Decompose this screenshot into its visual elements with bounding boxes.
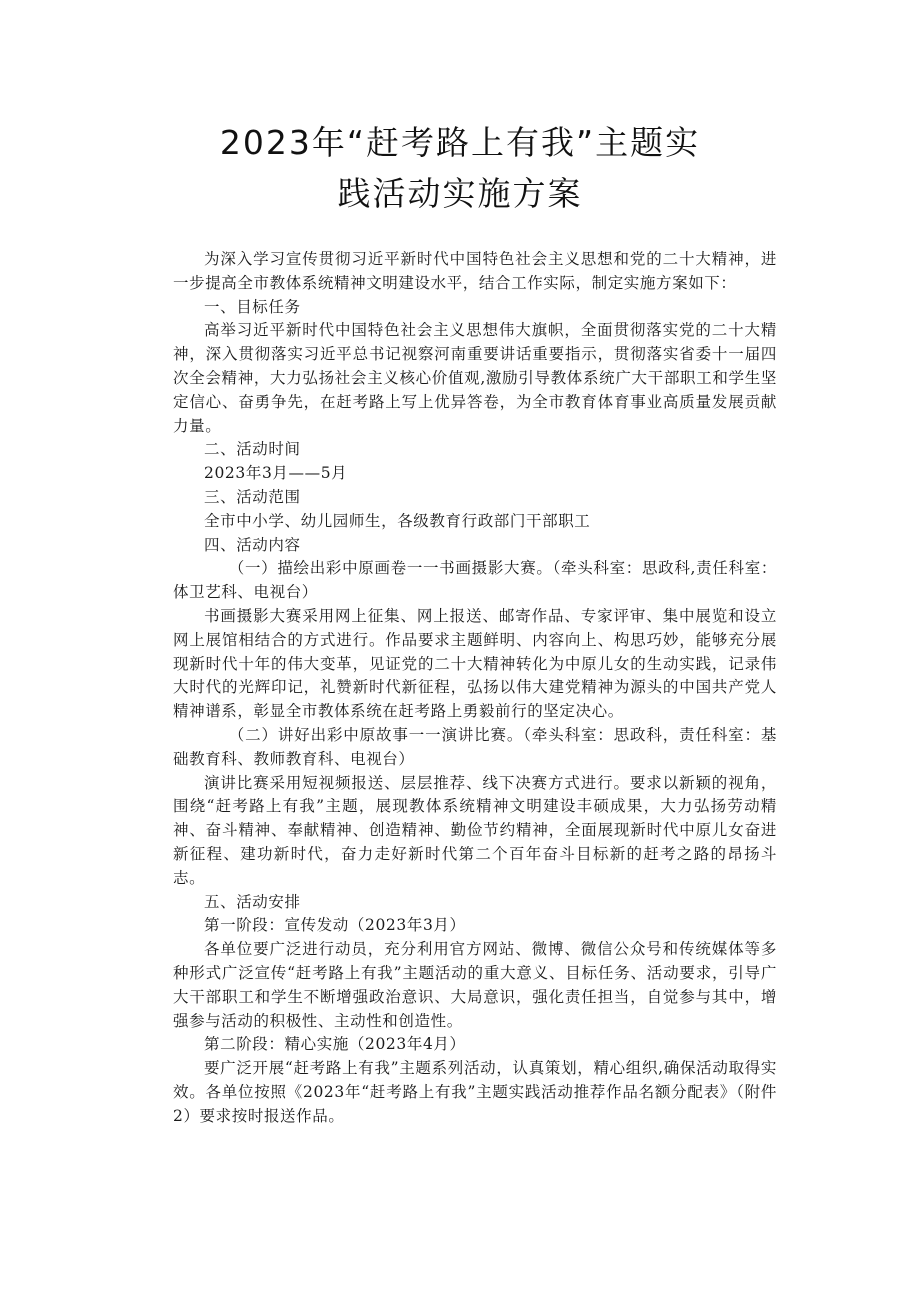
intro-paragraph: 为深入学习宣传贯彻习近平新时代中国特色社会主义思想和党的二十大精神，进一步提高全市教体系统精神文明建设水平，结合工作实际，制定实施方案如下： (173, 250, 777, 292)
art-contest-paragraph: 书画摄影大赛采用网上征集、网上报送、邮寄作品、专家评审、集中展览和设立网上展馆相结合的方式进行。作品要求主题鲜明、内容向上、构思巧妙，能够充分展现新时代十年的伟大变革，见证党的二十大精神转化为中原儿女的生动实践，记录伟大时代的光辉印记，礼赞新时代新征程，弘扬以伟大建党精神为源头的中国共产党人精神谱系，彰显全市教体系统在赶考路上勇毅前行的坚定决心。 (173, 606, 777, 721)
objectives-paragraph: 高举习近平新时代中国特色社会主义思想伟大旗帜，全面贯彻落实党的二十大精神，深入贯彻落实习近平总书记视察河南重要讲话重要指示，贯彻落实省委十一届四次全会精神，大力弘扬社会主义核心价值观,激励引导教体系统广大干部职工和学生坚定信心、奋勇争先，在赶考路上写上优异答卷，为全市教育体育事业高质量发展贡献力量。 (173, 321, 777, 435)
phase-one-paragraph: 各单位要广泛进行动员，充分利用官方网站、微博、微信公众号和传统媒体等多种形式广泛宣传“赶考路上有我”主题活动的重大意义、目标任务、活动要求，引导广大干部职工和学生不断增强政治意识、大局意识，强化责任担当，自觉参与其中，增强参与活动的积极性、主动性和创造性。 (173, 940, 777, 1030)
section-heading-objectives: 一、目标任务 (204, 297, 301, 316)
document-title-line-1: 2023年“赶考路上有我”主题实 (219, 123, 701, 162)
document-title-line-2: 践活动实施方案 (337, 174, 583, 213)
section-heading-content: 四、活动内容 (204, 535, 301, 554)
subsection-heading-art-contest: （一）描绘出彩中原画卷一一书画摄影大赛。（牵头科室：思政科,责任科室：体卫艺科、电视台） (173, 559, 777, 602)
phase-two-heading: 第二阶段：精心实施（2023年4月） (204, 1035, 466, 1054)
speech-contest-paragraph: 演讲比赛采用短视频报送、层层推荐、线下决赛方式进行。要求以新颖的视角，围绕“赶考路上有我”主题，展现教体系统精神文明建设丰硕成果，大力弘扬劳动精神、奋斗精神、奉献精神、创造精神、勤俭节约精神，全面展现新时代中原儿女奋进新征程、建功新时代，奋力走好新时代第二个百年奋斗目标新的赶考之路的昂扬斗志。 (173, 773, 777, 887)
subsection-heading-speech-contest: （二）讲好出彩中原故事一一演讲比赛。（牵头科室：思政科，责任科室：基础教育科、教师教育科、电视台） (173, 725, 777, 768)
section-heading-schedule: 五、活动安排 (204, 892, 301, 911)
phase-two-paragraph: 要广泛开展“赶考路上有我”主题系列活动，认真策划，精心组织,确保活动取得实效。各单位按照《2023年“赶考路上有我”主题实践活动推荐作品名额分配表》（附件2）要求按时报送作品。 (173, 1059, 777, 1125)
time-paragraph: 2023年3月——5月 (204, 464, 348, 483)
section-heading-time: 二、活动时间 (204, 440, 301, 459)
section-heading-scope: 三、活动范围 (204, 487, 301, 506)
scope-paragraph: 全市中小学、幼儿园师生，各级教育行政部门干部职工 (204, 511, 591, 530)
document-body (173, 248, 777, 1128)
phase-one-heading: 第一阶段：宣传发动（2023年3月） (204, 916, 466, 935)
